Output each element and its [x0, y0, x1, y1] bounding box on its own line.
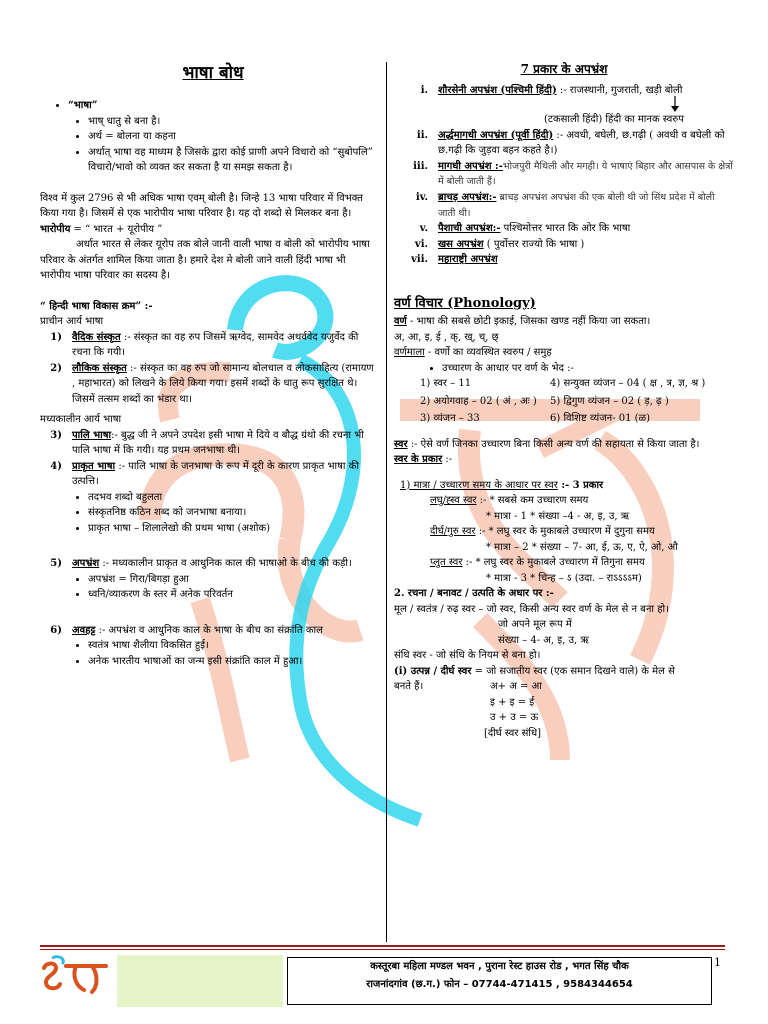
page-number: 1 — [714, 956, 721, 969]
address-box — [287, 957, 712, 1005]
list-item: • अर्थात् भाषा वह माध्यम है जिसके द्वारा कोई प्राणी अपने विचारो को “सुबोपलि” विचारो/भावो को व्यक्त कर सकता है या समझ सकता है। — [88, 145, 376, 176]
green-banner — [117, 955, 283, 1007]
avahatt-points — [40, 638, 376, 669]
matra-heading: 1) मात्रा / उच्चारण समय के आधार पर स्वर :- 3 प्रकार — [400, 479, 604, 491]
bhasha-points — [40, 114, 376, 176]
item-avahatt: 6) अवहट्ट :- अपभ्रंश व आधुनिक काल के भाषा के बीच का संक्रांति काल — [50, 624, 323, 636]
footer-rule-thin — [40, 949, 725, 950]
list-item: • स्वतंत्र भाषा शैलीया विकसित हुई। — [88, 638, 376, 654]
list-item: • अनेक भारतीय भाषाओं का जन्म इसी संक्रांति काल में हुआ। — [88, 654, 376, 670]
swar-def: स्वर :- ऐसे वर्ण जिनका उच्चारण बिना किसी अन्य वर्ण की सहायता से किया जाता है। — [394, 438, 700, 450]
bante-text: बनते हैं। — [394, 681, 424, 693]
item-prakrit: 4) प्राकृत भाषा :- पालि भाषा के जनभाषा के रूप में दूरी के कारण प्राकृत भाषा की उत्पत्ति। — [50, 460, 359, 488]
bhed-heading-list — [394, 361, 734, 377]
rachna-heading: 2. रचना / बनावट / उत्पति के अधार पर :- — [394, 588, 554, 600]
list-item: • अर्थ = बोलना या कहना — [88, 129, 376, 145]
varna-def: वर्ण - भाषा की सबसे छोटी इकाई, जिसका खण्ड नहीं किया जा सकता। — [394, 316, 651, 328]
apbhransh-item: ii. अर्द्धमागधी अपभ्रंश (पूर्वी हिंदी) :- अवधी, बघेली, छ.गढ़ी ( अवधी व बघेली को छ.गढ़ी कि जुड़वा बहन कहते है।) — [416, 129, 725, 157]
apbhransh-item: iv. ब्राचड़ अपभ्रंश:- ब्राचड़ अपभ्रंश अपभ्रंश की एक बोली थी जो सिंध प्रदेश में बोली जाती थी। — [415, 192, 715, 219]
vikas-heading: “ हिन्दी भाषा विकास क्रम” :- — [40, 300, 153, 312]
apbhransh-item: iii. मागधी अपभ्रंश :-भोजपुरी मैथिली और मगही। ये भाषाएं बिहार और आसपास के क्षेत्रों में बोली जाती हैं। — [413, 160, 733, 188]
varna-heading: वर्ण विचार (Phonology) — [394, 295, 536, 311]
eq-item: अ+ अ = आ — [490, 681, 542, 693]
dirgh-sandhi: [दीर्घ स्वर संधि] — [484, 727, 542, 739]
laghu-line: लघु/ह्स्व स्वर :- * सबसे कम उच्चारण समय — [430, 495, 589, 507]
item-apbhransh: 5) अपभ्रंश :- मध्यकालीन प्राकृत व आधुनिक काल की भाषाओ के बीच की कड़ी। — [50, 558, 352, 570]
mool-line: मूल / स्वतंत्र / रुढ़ स्वर – जो स्वर, किसी अन्य स्वर वर्ण के मेल से न बना हो। — [394, 603, 669, 615]
taksali-note: (टकसाली हिंदी) हिंदी का मानक स्वरुप — [544, 114, 684, 126]
bhed-heading: • उच्चारण के आधार पर वर्ण के भेद :- — [442, 361, 734, 377]
dirgh-line: दीर्घ/गुरु स्वर :- * लघु स्वर के मुकाबले उच्चारण में दुगुना समय — [430, 526, 655, 538]
apbhransh-item: vii. महाराष्ट्री अपभ्रंश — [411, 254, 498, 266]
list-item: • तदभव शब्दो बहुलता — [88, 490, 376, 506]
eq-item: उ + उ = ऊ — [490, 712, 539, 724]
bhasha-heading: • “भाषा” — [68, 98, 376, 114]
prachin-heading: प्राचीन आर्य भाषा — [40, 316, 104, 328]
gyan-logo-icon — [36, 954, 116, 1000]
item-vaidik: 1) वैदिक संस्कृत :- संस्कृत का वह रुप जिसमें ऋग्वेद, सामवेद अथर्ववेद यजुर्वेद की रचना कि गयी। — [50, 331, 359, 359]
arrow-down-icon — [670, 96, 680, 112]
bharopiya-line — [40, 222, 376, 238]
madhya-heading: मध्यकालीन आर्य भाषा — [40, 414, 122, 426]
para-world-languages: विश्व में कुल 2796 से भी अधिक भाषा एवम् बोली है। जिन्हे 13 भाषा परिवार में विभक्त किया गया है। जिसमें से एक भारोपीय भाषा परिवार है। यह दो शब्दो से मिलकर बना है। — [40, 192, 363, 220]
bhed-cell: 1) स्वर – 11 — [420, 378, 472, 390]
prakrit-points — [40, 490, 376, 537]
mool-line-2: जो अपने मूल रूप में — [498, 619, 572, 631]
left-column — [40, 60, 376, 669]
utpann-line: (i) उत्पन्न / दीर्घ स्वर = जो सजातीय स्वर (एक समान दिखने वाले) के मेल से — [394, 665, 675, 677]
varnamala-def: वर्णमाला - वर्णो का व्यवस्थित स्वरुप / समुह — [394, 347, 552, 359]
para-bharopiya: अर्थात भारत से लेकर यूरोप तक बोले जानी वाली भाषा व बोली को भारोपीय भाषा परिवार के अंतर्गत शामिल किया जाता है। हमारे देश मे बोली जाने वाली हिंदी भाषा भी भारोपीय भाषा परिवार का सदस्य है। — [40, 239, 370, 282]
bhed-cell: 3) व्यंजन – 33 — [420, 413, 480, 425]
bhed-cell: 4) सन्युक्त व्यंजन – 04 ( क्ष , त्र, ज्ञ, श्र ) — [550, 378, 706, 390]
plut-matra: * मात्रा - 3 * चिन्ह – ऽ (उदा. – राऽऽऽऽम) — [486, 572, 642, 584]
list-item: • भाष् धातु से बना है। — [88, 114, 376, 130]
apbhransh-item: v. पैशाची अपभ्रंश:- पश्चिमोत्तर भारत कि ओर कि भाषा — [419, 223, 631, 235]
sandhi-line: संधि स्वर - जो संधि के नियम से बना हो। — [394, 650, 541, 662]
list-item: • अपभ्रंश = गिरा/बिगड़ा हुआ — [88, 572, 376, 588]
item-laukik: 2) लौकिक संस्कृत :- संस्कृत का वह रुप जो सामान्य बोलचाल व लोकसाहित्य (रामायण , महाभारत) को लिखने के लिये किया गया। इसमें शब्दों के धातु रूप सुरक्षित थे। जिसमें तत्सम शब्दों का भंडार था। — [50, 362, 374, 405]
plut-line: प्लुत स्वर :- * लघु स्वर के मुकाबले उच्चारण में तिगुना समय — [430, 557, 645, 569]
bharopiya-label: भारोपीय — [40, 223, 71, 235]
list-item: • ध्वनि/व्याकरण के स्तर में अनेक परिवर्तन — [88, 587, 376, 603]
arrow-row — [394, 98, 734, 112]
laghu-matra: * मात्रा - 1 * संख्या –4 - अ, इ, उ, ऋ — [486, 510, 630, 522]
column-divider — [386, 62, 387, 942]
varna-examples: अ, आ, इ, ई , क्, ख्, च्, छ् — [394, 331, 499, 343]
footer-rule — [40, 945, 725, 947]
bharopiya-def: = “ भारत + यूरोपीय ” — [70, 223, 163, 235]
list-item: • प्राकृत भाषा – शिलालेखो की प्रथम भाषा (अशोक) — [88, 521, 376, 537]
list-item: • संस्कृतनिष्ठ कठिन शब्द को जनभाषा बनाया। — [88, 505, 376, 521]
eq-block — [394, 679, 734, 741]
mool-line-3: संख्या – 4- अ, इ, उ, ऋ — [498, 634, 589, 646]
item-pali: 3) पालि भाषा:- बुद्ध जी ने अपने उपदेश इसी भाषा मे दिये व बौद्ध ग्रंथो की रचना भी पालि भाषा में कि गयी। यह प्रथम जनभाषा थी। — [50, 429, 364, 457]
page-title: भाषा बोध — [182, 63, 244, 83]
bhed-cell: 5) द्विगुण व्यंजन – 02 ( ड़, ढ़ ) — [550, 395, 669, 407]
swar-prakar: स्वर के प्रकार :- — [394, 454, 453, 466]
apbhransh-item: vi. खस अपभ्रंश ( पुर्वोत्तर राज्यो कि भाषा ) — [414, 238, 585, 250]
apbhransh-title: 7 प्रकार के अपभ्रंश — [520, 62, 608, 76]
address-line-1: कस्तूरबा महिला मण्डल भवन , पुराना रेस्ट हाउस रोड , भगत सिंह चौक — [370, 961, 629, 972]
eq-list — [484, 679, 542, 741]
bhed-grid — [394, 376, 734, 427]
apbhransh-item: i. शौरसेनी अपभ्रंश (पश्चिमी हिंदी) :- राजस्थानी, गुजराती, खड़ी बोली — [420, 84, 683, 96]
bhed-cell: 2) अयोगवाह – 02 ( अं , अः ) — [420, 395, 537, 407]
eq-item: इ + इ = ई — [490, 696, 535, 708]
address-line-2: राजनांदगांव (छ.ग.) फोन – 07744-471415 , 9584344654 — [366, 978, 633, 990]
right-column — [394, 60, 734, 741]
dirgh-matra: * मात्रा – 2 * संख्या – 7- आ, ई, ऊ, ए, ऐ, ओ, औ — [486, 541, 678, 553]
apbhransh-points — [40, 572, 376, 603]
bhed-cell: 6) विशिष्ट व्यंजन- 01 (ळ) — [550, 413, 651, 425]
bhasha-section — [40, 98, 376, 114]
